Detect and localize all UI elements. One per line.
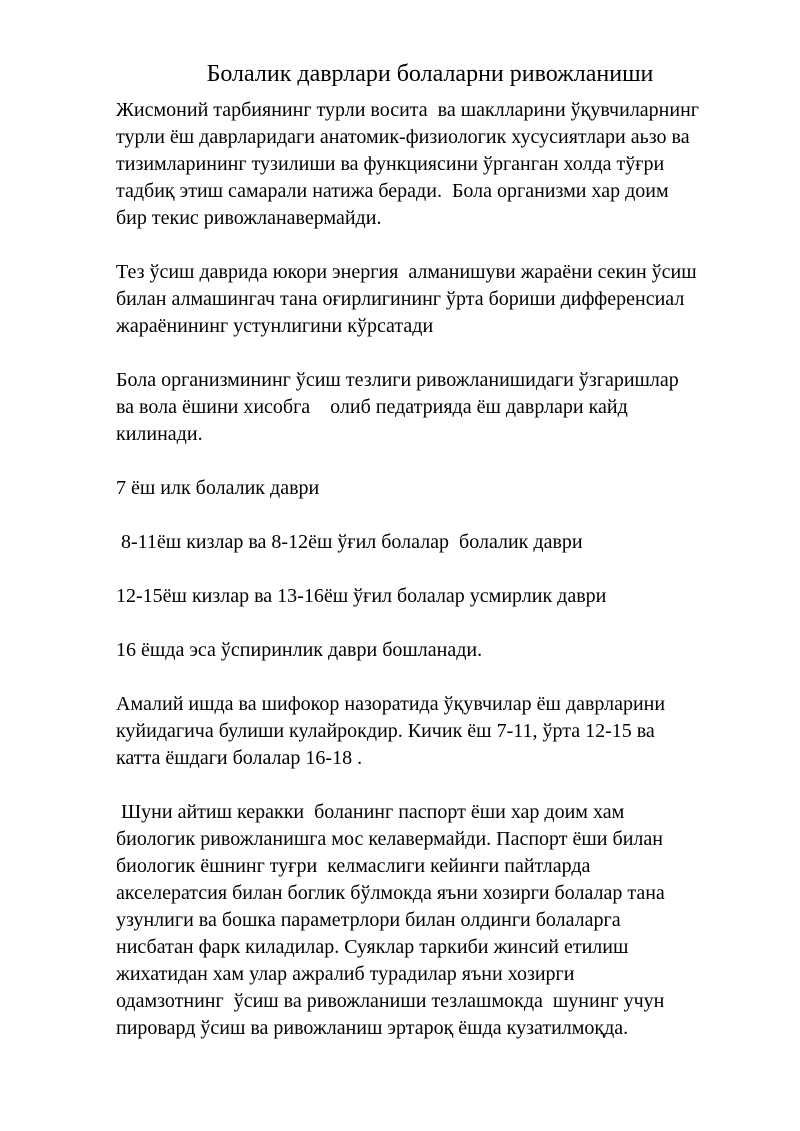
text-line: 8-11ёш кизлар ва 8-12ёш ўғил болалар болалик даври (116, 531, 583, 553)
text-line: узунлиги ва бошка параметрлори билан олдинги болаларга (116, 909, 621, 931)
text-line: Бола организмининг ўсиш тезлиги ривожланишидаги ўзгаришлар (116, 369, 679, 391)
paragraph (116, 529, 796, 556)
paragraph-gap (116, 232, 796, 259)
text-line: килинади. (116, 423, 203, 445)
page-title: Болалик даврлари болаларни ривожланиши (206, 61, 654, 87)
paragraph-gap (116, 772, 796, 799)
paragraph (116, 637, 796, 664)
text-line: Жисмоний тарбиянинг турли восита ва шаклларини ўқувчиларнинг (116, 99, 699, 121)
paragraph-gap (116, 664, 796, 691)
text-line: биологик ривожланишга мос келавермайди. Паспорт ёши билан (116, 828, 663, 850)
paragraph (116, 691, 796, 772)
document-body (116, 97, 796, 1042)
text-line: жихатидан хам улар ажралиб турадилар яъни хозирги (116, 963, 575, 985)
text-line: одамзотнинг ўсиш ва ривожланиши тезлашмокда шунинг учун (116, 990, 665, 1012)
text-line: куйидагича булиши кулайрокдир. Кичик ёш 7-11, ўрта 12-15 ва (116, 720, 655, 742)
paragraph (116, 799, 796, 1042)
text-line: нисбатан фарк киладилар. Суяклар таркиби жинсий етилиш (116, 936, 629, 958)
text-line: билан алмашингач тана оғирлигининг ўрта бориши дифференсиал (116, 288, 685, 310)
paragraph-gap (116, 340, 796, 367)
text-line: турли ёш даврларидаги анатомик-физиологик хусусиятлари аьзо ва (116, 126, 690, 148)
paragraph-gap (116, 610, 796, 637)
text-line: ва вола ёшини хисобга олиб педатрияда ёш даврлари кайд (116, 396, 628, 418)
paragraph (116, 259, 796, 340)
text-line: 7 ёш илк болалик даври (116, 477, 320, 499)
text-line: тизимларининг тузилиши ва функциясини ўрганган холда тўғри (116, 153, 665, 175)
text-line: акселератсия билан боглик бўлмокда яъни хозирги болалар тана (116, 882, 665, 904)
text-line: Шуни айтиш керакки боланинг паспорт ёши хар доим хам (116, 801, 625, 823)
paragraph (116, 583, 796, 610)
text-line: бир текис ривожланавермайди. (116, 207, 382, 229)
paragraph-gap (116, 502, 796, 529)
paragraph-gap (116, 556, 796, 583)
text-line: Амалий ишда ва шифокор назоратида ўқувчилар ёш даврларини (116, 693, 666, 715)
text-line: жараёнининг устунлигини кўрсатади (116, 315, 434, 337)
paragraph-gap (116, 448, 796, 475)
text-line: 12-15ёш кизлар ва 13-16ёш ўғил болалар усмирлик даври (116, 585, 607, 607)
paragraph (116, 475, 796, 502)
paragraph (116, 97, 796, 232)
text-line: Тез ўсиш даврида юкори энергия алманишуви жараёни секин ўсиш (116, 261, 697, 283)
text-line: тадбиқ этиш самарали натижа беради. Бола организми хар доим (116, 180, 669, 202)
text-line: пировард ўсиш ва ривожланиш эртароқ ёшда кузатилмоқда. (116, 1017, 629, 1039)
text-line: 16 ёшда эса ўспиринлик даври бошланади. (116, 639, 483, 661)
text-line: биологик ёшнинг туғри келмаслиги кейинги пайтларда (116, 855, 591, 877)
text-line: катта ёшдаги болалар 16-18 . (116, 747, 363, 769)
paragraph (116, 367, 796, 448)
